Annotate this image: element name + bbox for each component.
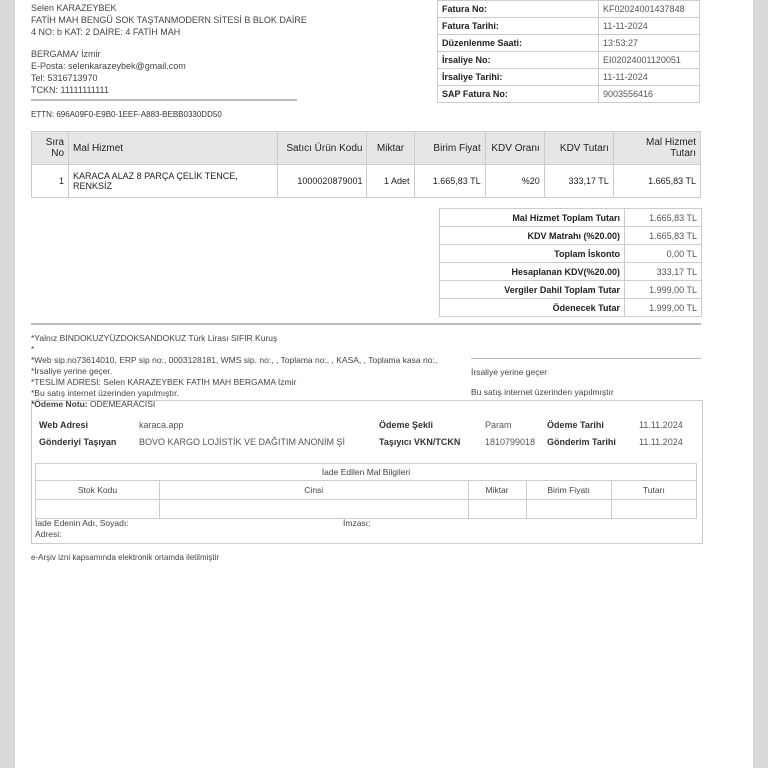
info-label: Fatura No: — [438, 1, 599, 18]
info-value: 13:53:27 — [599, 35, 700, 52]
footer-text: e-Arşiv izni kapsamında elektronik ortamda iletilmiştir — [31, 553, 220, 562]
info-row — [438, 52, 700, 69]
table-row — [32, 165, 701, 198]
note-irsaliye-right: İrsaliye yerine geçer — [471, 367, 548, 377]
info-row — [438, 35, 700, 52]
item-kdv_oran: %20 — [485, 165, 544, 198]
info-label: SAP Fatura No: — [438, 86, 599, 103]
return-col-header: Cinsi — [160, 481, 469, 500]
totals-row — [440, 263, 702, 281]
seller-city: BERGAMA/ İzmir — [31, 49, 101, 59]
info-value: 9003556416 — [599, 86, 700, 103]
total-label: KDV Matrahı (%20.00) — [440, 227, 625, 245]
return-title: İade Edilen Mal Bilgileri — [36, 464, 697, 481]
note-internet: *Bu satış internet üzerinden yapılmıştır. — [31, 388, 179, 398]
tasiyan-value: BOVO KARGO LOJİSTİK VE DAĞITIM ANONİM Şİ — [139, 437, 346, 447]
total-value: 1.665,83 TL — [625, 227, 702, 245]
note-internet-right: Bu satış internet üzerinden yapılmıştır — [471, 387, 614, 397]
seller-phone: Tel: 5316713970 — [31, 73, 98, 83]
item-miktar: 1 Adet — [367, 165, 414, 198]
total-value: 1.999,00 TL — [625, 299, 702, 317]
info-label: İrsaliye No: — [438, 52, 599, 69]
seller-address-line2: 4 NO: b KAT: 2 DAİRE: 4 FATİH MAH — [31, 27, 181, 37]
col-miktar: Miktar — [367, 132, 414, 165]
return-cell — [526, 500, 611, 519]
return-col-header: Birim Fiyatı — [526, 481, 611, 500]
note-yalniz: *Yalnız BİNDOKUZYÜZDOKSANDOKUZ Türk Lirası SIFIR Kuruş — [31, 333, 278, 343]
info-row — [438, 86, 700, 103]
return-cell — [160, 500, 469, 519]
return-cell — [611, 500, 696, 519]
seller-address-line1: FATİH MAH BENGÜ SOK TAŞTANMODERN SİTESİ B BLOK DAİRE — [31, 15, 307, 25]
seller-block — [31, 2, 307, 96]
info-row — [438, 69, 700, 86]
item-sira: 1 — [32, 165, 69, 198]
seller-email: E-Posta: selenkarazeybek@gmail.com — [31, 61, 186, 71]
info-value: 11-11-2024 — [599, 18, 700, 35]
totals-row — [440, 299, 702, 317]
note-web-sip: *Web sip.no73614010, ERP sip no:, 0003128181, WMS sip. no:, , Toplama no:, , KASA, , Toplama kasa no:, — [31, 355, 438, 365]
seller-tckn: TCKN: 11111111111 — [31, 85, 109, 95]
ettn-text: ETTN: 696A09F0-E9B0-1EEF-A883-BEBB0330DD50 — [31, 110, 222, 119]
return-col-header: Tutarı — [611, 481, 696, 500]
notes-right-divider — [471, 358, 701, 359]
col-urun-kodu: Satıcı Ürün Kodu — [278, 132, 367, 165]
total-label: Mal Hizmet Toplam Tutarı — [440, 209, 625, 227]
info-label: İrsaliye Tarihi: — [438, 69, 599, 86]
totals-row — [440, 281, 702, 299]
info-row — [438, 1, 700, 18]
gonderim-value: 11.11.2024 — [639, 437, 683, 447]
info-label: Fatura Tarihi: — [438, 18, 599, 35]
total-label: Hesaplanan KDV(%20.00) — [440, 263, 625, 281]
col-kdv-tutari: KDV Tutarı — [544, 132, 613, 165]
note-teslim: *TESLİM ADRESİ: Selen KARAZEYBEK FATİH MAH BERGAMA İzmir — [31, 377, 297, 387]
col-mal-hizmet: Mal Hizmet — [69, 132, 278, 165]
return-cell — [468, 500, 526, 519]
vkn-label: Taşıyıcı VKN/TCKN — [379, 437, 461, 447]
total-label: Vergiler Dahil Toplam Tutar — [440, 281, 625, 299]
item-fiyat: 1.665,83 TL — [414, 165, 485, 198]
iade-imzasi: İmzası: — [343, 518, 371, 528]
total-label: Ödenecek Tutar — [440, 299, 625, 317]
notes-divider — [31, 323, 701, 325]
vkn-value: 1810799018 — [485, 437, 536, 447]
col-mal-hizmet-tutari: Mal Hizmet Tutarı — [613, 132, 700, 165]
return-col-header: Miktar — [468, 481, 526, 500]
odeme-notu-value: ODEMEARACISI — [90, 399, 156, 409]
totals-row — [440, 209, 702, 227]
iade-eden: İade Edenin Adı, Soyadı: — [35, 518, 129, 528]
web-label: Web Adresi — [39, 420, 89, 430]
info-label: Düzenlenme Saati: — [438, 35, 599, 52]
total-label: Toplam İskonto — [440, 245, 625, 263]
totals-row — [440, 227, 702, 245]
iade-adresi: Adresi: — [35, 529, 62, 539]
info-value: KF02024001437848 — [599, 1, 700, 18]
return-cell — [36, 500, 160, 519]
odeme-tarihi-value: 11.11.2024 — [639, 420, 683, 430]
odeme-tarihi-label: Ödeme Tarihi — [547, 420, 604, 430]
info-value: 11-11-2024 — [599, 69, 700, 86]
web-value: karaca.app — [139, 420, 184, 430]
tasiyan-label: Gönderiyi Taşıyan — [39, 437, 117, 447]
invoice-info-table — [437, 0, 700, 103]
seller-name: Selen KARAZEYBEK — [31, 3, 117, 13]
total-value: 333,17 TL — [625, 263, 702, 281]
item-kdv_tutar: 333,17 TL — [544, 165, 613, 198]
col-kdv-orani: KDV Oranı — [485, 132, 544, 165]
info-value: EI02024001120051 — [599, 52, 700, 69]
totals-table — [439, 208, 702, 317]
col-sira: Sıra No — [32, 132, 69, 165]
items-table — [31, 131, 701, 198]
note-irsaliye: *İrsaliye yerine geçer. — [31, 366, 113, 376]
note-star: * — [31, 344, 35, 354]
col-birim-fiyat: Birim Fiyat — [414, 132, 485, 165]
total-value: 0,00 TL — [625, 245, 702, 263]
odeme-sekli-label: Ödeme Şekli — [379, 420, 434, 430]
gonderim-label: Gönderim Tarihi — [547, 437, 616, 447]
item-tutar: 1.665,83 TL — [613, 165, 700, 198]
odeme-notu-label: *Ödeme Notu: — [31, 399, 88, 409]
ettn — [31, 110, 222, 119]
totals-row — [440, 245, 702, 263]
seller-divider — [31, 99, 297, 101]
info-row — [438, 18, 700, 35]
total-value: 1.665,83 TL — [625, 209, 702, 227]
invoice-page — [15, 0, 753, 768]
return-col-header: Stok Kodu — [36, 481, 160, 500]
total-value: 1.999,00 TL — [625, 281, 702, 299]
odeme-sekli-value: Param — [485, 420, 512, 430]
notes-block — [31, 333, 491, 410]
item-mal: KARACA ALAZ 8 PARÇA ÇELİK TENCE, RENKSİZ — [69, 165, 278, 198]
item-kod: 1000020879001 — [278, 165, 367, 198]
return-items-table — [35, 463, 697, 519]
